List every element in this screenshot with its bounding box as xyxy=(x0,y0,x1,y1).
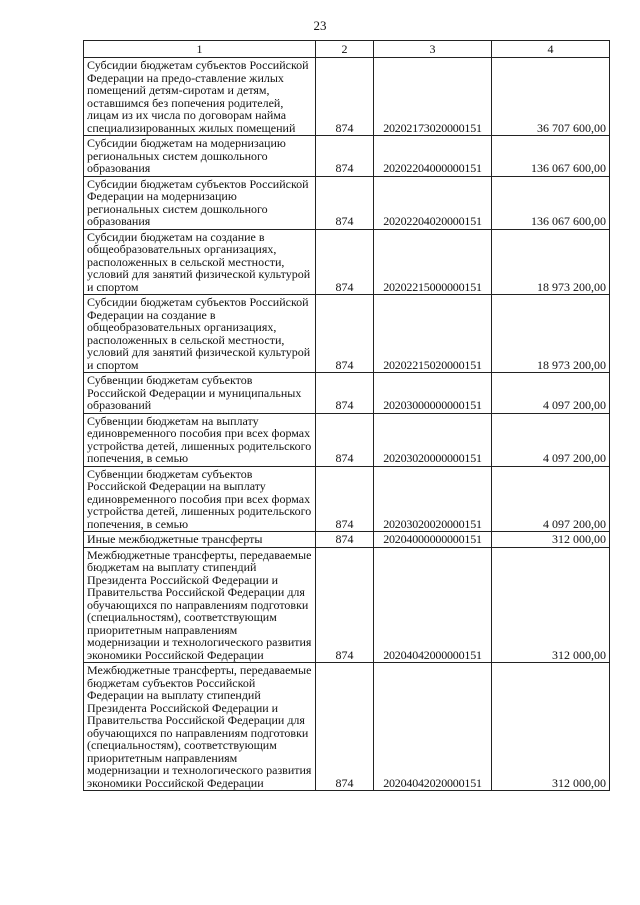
row-budget-code: 20202215020000151 xyxy=(374,295,492,373)
column-header-1: 1 xyxy=(84,41,316,58)
row-description: Иные межбюджетные трансферты xyxy=(84,532,316,548)
row-budget-code: 20203020000000151 xyxy=(374,413,492,466)
row-budget-code: 20202204000000151 xyxy=(374,136,492,177)
table-row xyxy=(84,229,610,295)
table-row xyxy=(84,58,610,136)
table-row xyxy=(84,136,610,177)
column-header-4: 4 xyxy=(492,41,610,58)
table-row xyxy=(84,466,610,532)
row-description: Субвенции бюджетам на выплату единовременного пособия при всех формах устройства детей, лишенных родительского попечения, в семью xyxy=(84,413,316,466)
row-description: Субсидии бюджетам субъектов Российской Федерации на модернизацию региональных систем дошкольного образования xyxy=(84,176,316,229)
table-row xyxy=(84,295,610,373)
row-amount: 18 973 200,00 xyxy=(492,295,610,373)
row-description: Субвенции бюджетам субъектов Российской Федерации на выплату единовременного пособия при всех формах устройства детей, лишенных родительского попечения, в семью xyxy=(84,466,316,532)
budget-revenue-table xyxy=(83,40,610,791)
page-number: 23 xyxy=(313,18,327,33)
row-description: Межбюджетные трансферты, передаваемые бюджетам субъектов Российской Федерации на выплату стипендий Президента Российской Федерации и Правительства Российской Федерации для обучающихся по направлениям подготовки (специальностям), соответствующим приоритетным направлениям модернизации и технологического развития экономики Российской Федерации xyxy=(84,663,316,791)
row-description: Межбюджетные трансферты, передаваемые бюджетам на выплату стипендий Президента Российской Федерации и Правительства Российской Федерации для обучающихся по направлениям подготовки (специальностям), соответствующим приоритетным направлениям модернизации и технологического развития экономики Российской Федерации xyxy=(84,547,316,663)
table-row xyxy=(84,176,610,229)
row-amount: 36 707 600,00 xyxy=(492,58,610,136)
row-amount: 312 000,00 xyxy=(492,532,610,548)
row-admin-code: 874 xyxy=(316,176,374,229)
row-admin-code: 874 xyxy=(316,547,374,663)
row-amount: 18 973 200,00 xyxy=(492,229,610,295)
row-amount: 136 067 600,00 xyxy=(492,176,610,229)
row-amount: 136 067 600,00 xyxy=(492,136,610,177)
row-admin-code: 874 xyxy=(316,663,374,791)
table-header-row xyxy=(84,41,610,58)
row-budget-code: 20204000000000151 xyxy=(374,532,492,548)
row-admin-code: 874 xyxy=(316,373,374,414)
table-row xyxy=(84,413,610,466)
table-row xyxy=(84,547,610,663)
row-budget-code: 20202204020000151 xyxy=(374,176,492,229)
row-admin-code: 874 xyxy=(316,295,374,373)
row-description: Субсидии бюджетам на модернизацию региональных систем дошкольного образования xyxy=(84,136,316,177)
row-budget-code: 20202215000000151 xyxy=(374,229,492,295)
row-budget-code: 20204042020000151 xyxy=(374,663,492,791)
row-amount: 4 097 200,00 xyxy=(492,413,610,466)
table-row xyxy=(84,663,610,791)
row-description: Субсидии бюджетам субъектов Российской Федерации на предо-ставление жилых помещений детям-сиротам и детям, оставшимся без попечения родителей, лицам из их числа по договорам найма специализированных жилых помещений xyxy=(84,58,316,136)
table-row xyxy=(84,373,610,414)
row-description: Субсидии бюджетам субъектов Российской Федерации на создание в общеобразовательных организациях, расположенных в сельской местности, условий для занятий физической культурой и спортом xyxy=(84,295,316,373)
column-header-2: 2 xyxy=(316,41,374,58)
column-header-3: 3 xyxy=(374,41,492,58)
row-admin-code: 874 xyxy=(316,466,374,532)
row-amount: 312 000,00 xyxy=(492,547,610,663)
row-description: Субвенции бюджетам субъектов Российской Федерации и муниципальных образований xyxy=(84,373,316,414)
row-budget-code: 20203020020000151 xyxy=(374,466,492,532)
row-admin-code: 874 xyxy=(316,413,374,466)
row-budget-code: 20202173020000151 xyxy=(374,58,492,136)
row-admin-code: 874 xyxy=(316,229,374,295)
row-admin-code: 874 xyxy=(316,136,374,177)
row-amount: 312 000,00 xyxy=(492,663,610,791)
row-budget-code: 20203000000000151 xyxy=(374,373,492,414)
table-row xyxy=(84,532,610,548)
row-budget-code: 20204042000000151 xyxy=(374,547,492,663)
row-amount: 4 097 200,00 xyxy=(492,466,610,532)
row-amount: 4 097 200,00 xyxy=(492,373,610,414)
row-admin-code: 874 xyxy=(316,58,374,136)
row-admin-code: 874 xyxy=(316,532,374,548)
row-description: Субсидии бюджетам на создание в общеобразовательных организациях, расположенных в сельской местности, условий для занятий физической культурой и спортом xyxy=(84,229,316,295)
